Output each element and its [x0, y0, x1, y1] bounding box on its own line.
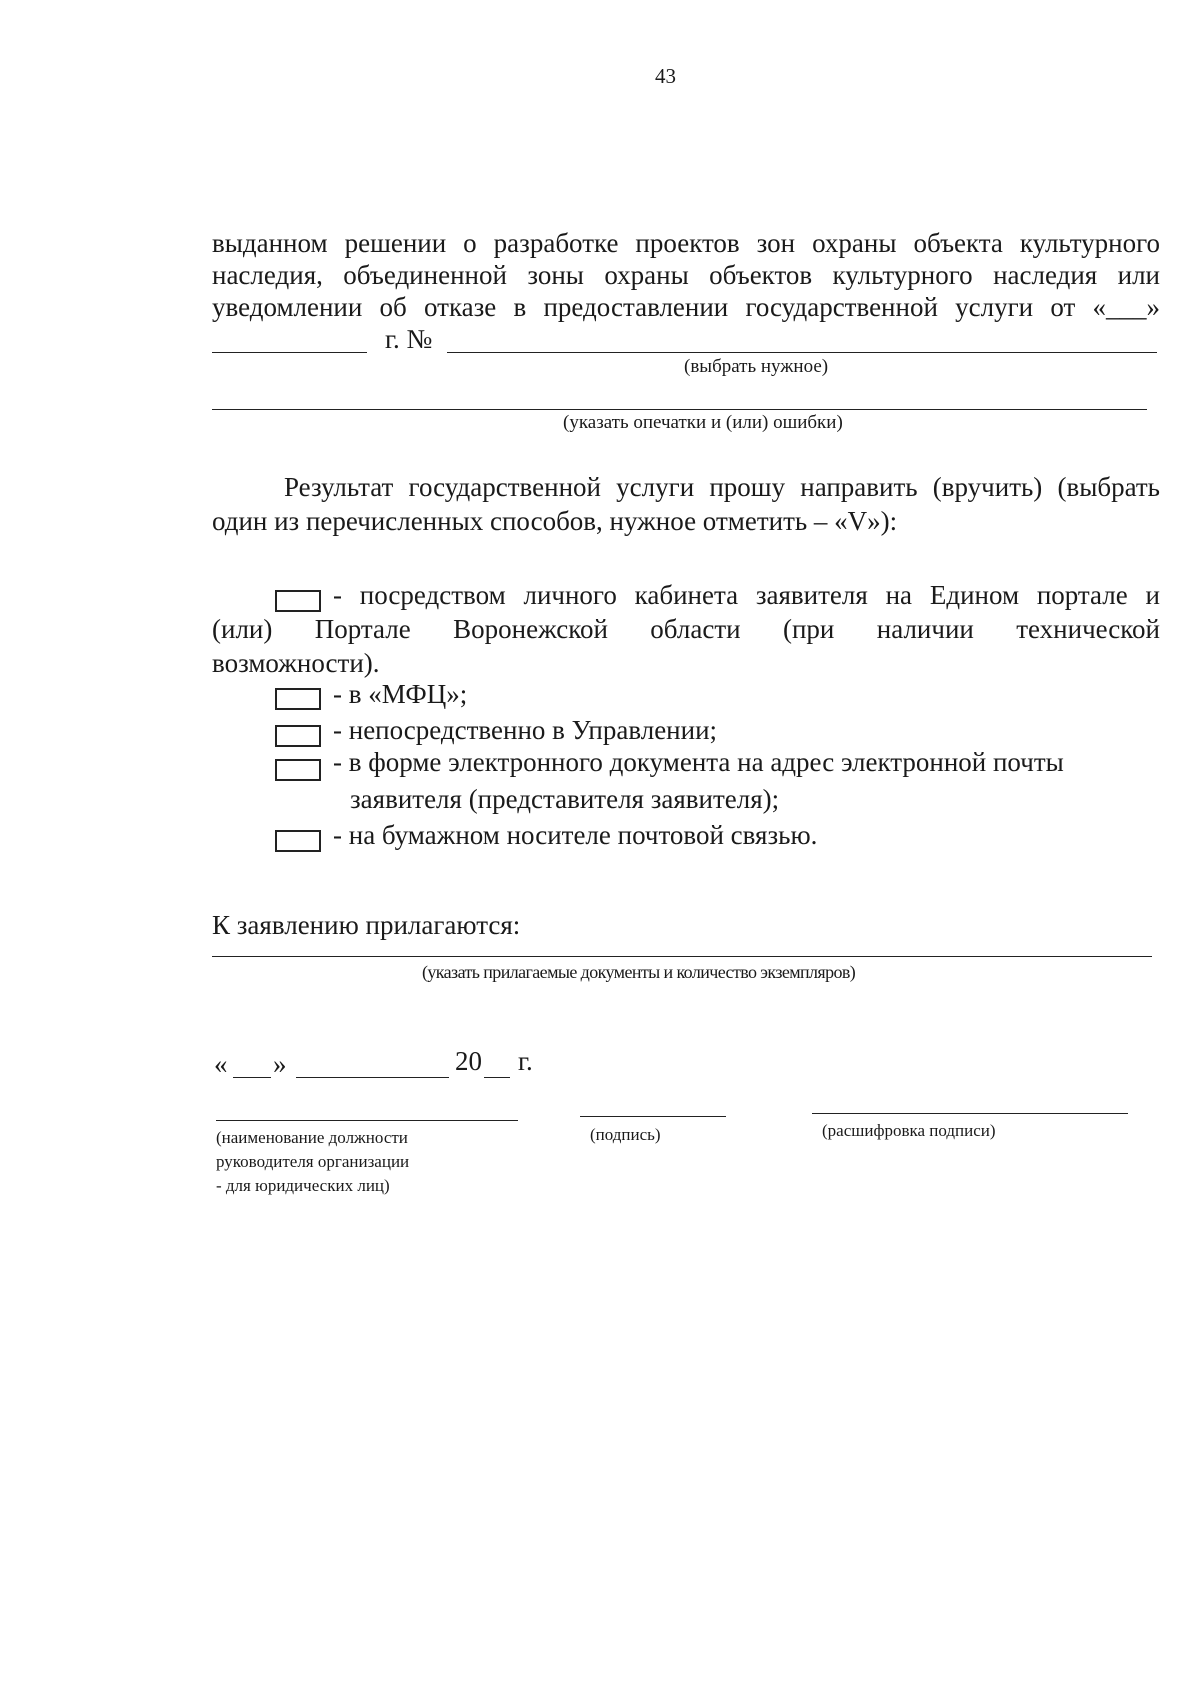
option-office-checkbox[interactable]: [275, 725, 321, 747]
number-label: г. №: [385, 324, 433, 354]
option-personal-cabinet-checkbox[interactable]: [275, 590, 321, 612]
signature-decode-hint: (расшифровка подписи): [822, 1121, 996, 1140]
result-line2: один из перечисленных способов, нужное отметить – «V»):: [212, 506, 898, 536]
option-post-label: - на бумажном носителе почтовой связью.: [333, 820, 818, 850]
signature-blank-line[interactable]: [580, 1116, 726, 1117]
attachments-label: К заявлению прилагаются:: [212, 910, 521, 940]
attachments-blank-line[interactable]: [212, 956, 1152, 957]
position-hint-line2: руководителя организации: [216, 1152, 410, 1171]
date-blank-line[interactable]: [212, 352, 367, 353]
option-mfc-checkbox[interactable]: [275, 688, 321, 710]
option-email-line1: - в форме электронного документа на адрес электронной почты: [333, 747, 1064, 777]
position-hint-line1: (наименование должности: [216, 1128, 408, 1147]
date-month-blank[interactable]: [296, 1077, 449, 1078]
option-email-line2: заявителя (представителя заявителя);: [350, 784, 780, 814]
signature-decode-blank-line[interactable]: [812, 1113, 1128, 1114]
para1-line3: уведомлении об отказе в предоставлении государственной услуги от «___»: [212, 292, 1160, 322]
option-mfc-label: - в «МФЦ»;: [333, 679, 468, 709]
option-post-checkbox[interactable]: [275, 830, 321, 852]
attachments-hint: (указать прилагаемые документы и количество экземпляров): [422, 962, 856, 982]
result-line1: Результат государственной услуги прошу направить (вручить) (выбрать: [284, 472, 1160, 502]
signature-hint: (подпись): [590, 1125, 661, 1144]
errors-blank-line[interactable]: [212, 409, 1147, 410]
hint-choose: (выбрать нужное): [684, 356, 829, 377]
date-close-quote: »: [273, 1049, 287, 1079]
page-number: 43: [655, 64, 676, 88]
date-year-prefix: 20: [455, 1046, 482, 1076]
option-personal-cabinet-line1: - посредством личного кабинета заявителя на Едином портале и: [333, 580, 1160, 610]
date-day-blank[interactable]: [233, 1077, 271, 1078]
date-open-quote: «: [214, 1049, 228, 1079]
date-year-suffix: г.: [518, 1046, 533, 1076]
number-blank-line[interactable]: [447, 352, 1157, 353]
option-office-label: - непосредственно в Управлении;: [333, 715, 718, 745]
date-year-blank[interactable]: [484, 1077, 510, 1078]
position-blank-line[interactable]: [216, 1120, 518, 1121]
para1-line2: наследия, объединенной зоны охраны объектов культурного наследия или: [212, 260, 1160, 290]
position-hint-line3: - для юридических лиц): [216, 1176, 390, 1195]
para1-line1: выданном решении о разработке проектов зон охраны объекта культурного: [212, 228, 1160, 258]
option-personal-cabinet-line3: возможности).: [212, 648, 380, 678]
hint-errors: (указать опечатки и (или) ошибки): [563, 412, 843, 433]
option-email-checkbox[interactable]: [275, 759, 321, 781]
option-personal-cabinet-line2: (или) Портале Воронежской области (при наличии технической: [212, 614, 1160, 644]
